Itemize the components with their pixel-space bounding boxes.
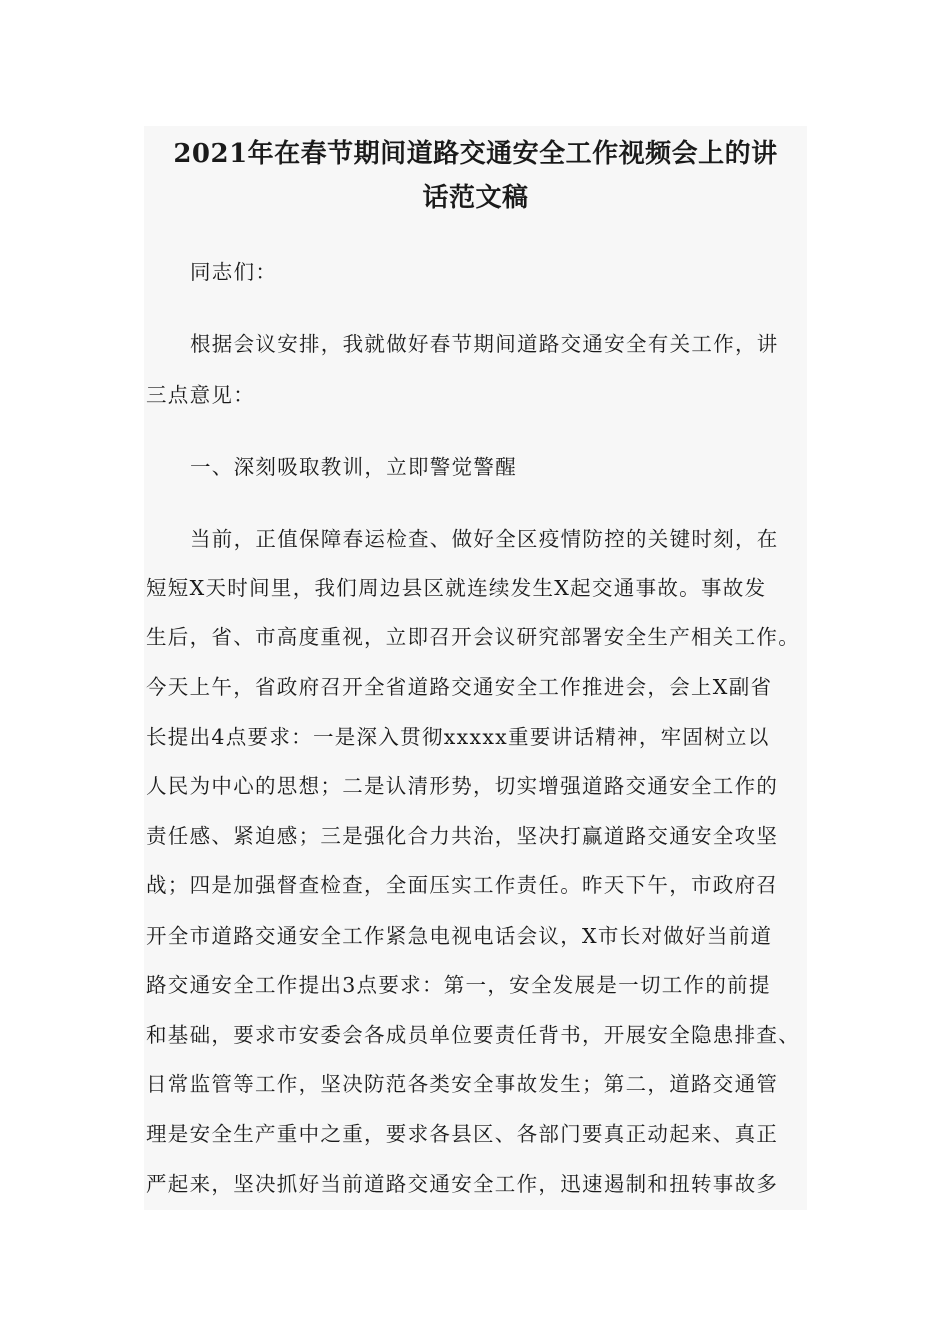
intro-line: 三点意见： bbox=[146, 383, 255, 407]
body-line: 路交通安全工作提出3点要求：第一，安全发展是一切工作的前提 bbox=[146, 973, 771, 997]
document-title bbox=[144, 132, 807, 220]
section-heading: 一、深刻吸取教训，立即警觉警醒 bbox=[190, 455, 517, 479]
title-line-2: 话范文稿 bbox=[422, 183, 529, 213]
body-line: 开全市道路交通安全工作紧急电视电话会议，X市长对做好当前道 bbox=[146, 924, 773, 948]
body-line: 战；四是加强督查检查，全面压实工作责任。昨天下午，市政府召 bbox=[146, 873, 779, 897]
body-line: 严起来，坚决抓好当前道路交通安全工作，迅速遏制和扭转事故多 bbox=[146, 1172, 779, 1196]
title-line-1: 2021年在春节期间道路交通安全工作视频会上的讲 bbox=[173, 139, 778, 169]
body-line: 今天上午，省政府召开全省道路交通安全工作推进会，会上X副省 bbox=[146, 675, 773, 699]
body-line: 人民为中心的思想；二是认清形势，切实增强道路交通安全工作的 bbox=[146, 774, 779, 798]
body-line: 责任感、紧迫感；三是强化合力共治，坚决打赢道路交通安全攻坚 bbox=[146, 824, 779, 848]
body-line: 长提出4点要求：一是深入贯彻xxxxx重要讲话精神，牢固树立以 bbox=[146, 725, 770, 749]
intro-line: 根据会议安排，我就做好春节期间道路交通安全有关工作，讲 bbox=[190, 332, 779, 356]
body-line: 生后，省、市高度重视，立即召开会议研究部署安全生产相关工作。 bbox=[146, 625, 800, 649]
body-line: 当前，正值保障春运检查、做好全区疫情防控的关键时刻，在 bbox=[190, 527, 779, 551]
body-line: 理是安全生产重中之重，要求各县区、各部门要真正动起来、真正 bbox=[146, 1122, 779, 1146]
body-line: 和基础，要求市安委会各成员单位要责任背书，开展安全隐患排查、 bbox=[146, 1023, 800, 1047]
body-line: 日常监管等工作，坚决防范各类安全事故发生；第二，道路交通管 bbox=[146, 1072, 779, 1096]
body-line: 短短X天时间里，我们周边县区就连续发生X起交通事故。事故发 bbox=[146, 576, 767, 600]
salutation: 同志们： bbox=[190, 260, 278, 284]
